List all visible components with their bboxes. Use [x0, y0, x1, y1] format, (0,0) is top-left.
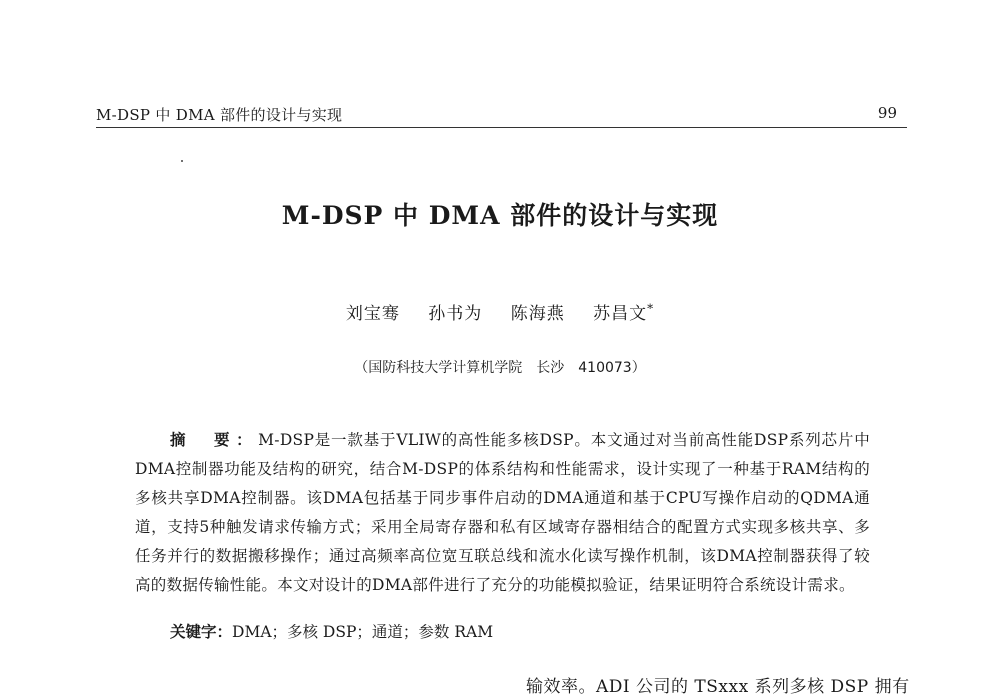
abstract-text: M-DSP是一款基于VLIW的高性能多核DSP。本文通过对当前高性能DSP系列芯片中DMA控制器功能及结构的研究，结合M-DSP的体系结构和性能需求，设计实现了一种基于RAM结构的多核共享DMA控制器。该DMA包括基于同步事件启动的DMA通道和基于CPU写操作启动的QDMA通道，支持5种触发请求传输方式；采用全局寄存器和私有区域寄存器相结合的配置方式实现多核共享、多任务并行的数据搬移操作；通过高频率高位宽互联总线和流水化读写操作机制，该DMA控制器获得了较高的数据传输性能。本文对设计的DMA部件进行了充分的功能模拟验证，结果证明符合系统设计需求。 [135, 431, 870, 594]
keywords-text: DMA；多核 DSP；通道；参数 RAM [232, 623, 494, 641]
scan-speck [181, 160, 183, 162]
author-name: 孙书为 [428, 304, 483, 324]
author-name: 苏昌文* [593, 301, 655, 324]
header-divider [96, 127, 907, 128]
paper-title: M-DSP 中 DMA 部件的设计与实现 [281, 201, 719, 230]
affiliation: （国防科技大学计算机学院 长沙 410073） [354, 360, 646, 376]
author-list [0, 299, 1000, 324]
author-name: 刘宝骞 [345, 304, 400, 324]
page-number: 99 [877, 104, 897, 122]
body-text-fragment: 输效率。ADI 公司的 TSxxx 系列多核 DSP 拥有 [526, 677, 910, 697]
keywords [170, 620, 493, 642]
running-header-title: M-DSP 中 DMA 部件的设计与实现 [96, 106, 343, 124]
corresponding-author-mark: * [647, 301, 655, 316]
keywords-label: 关键字： [170, 622, 233, 641]
author-name: 陈海燕 [510, 304, 565, 324]
abstract-label: 摘 要： [170, 430, 259, 449]
abstract [135, 425, 870, 600]
